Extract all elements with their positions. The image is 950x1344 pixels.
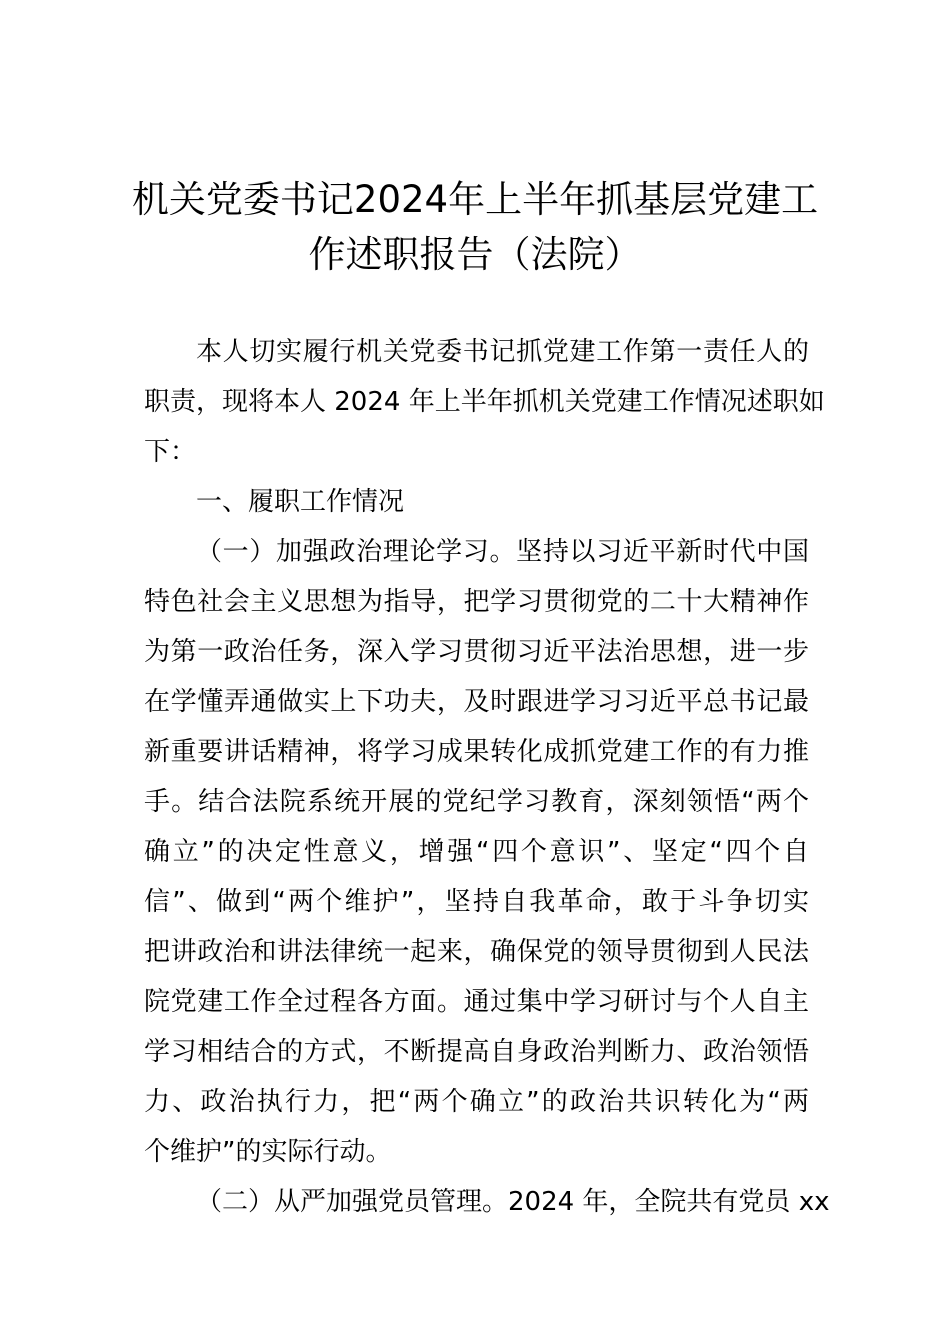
body-line: 一、履职工作情况 [196,487,405,517]
document-body [144,327,830,1227]
body-line: 确立”的决定性意义，增强“四个意识”、坚定“四个自 [144,837,809,867]
body-line: （二）从严加强党员管理。2024 年，全院共有党员 xx [196,1187,830,1217]
body-line: 本人切实履行机关党委书记抓党建工作第一责任人的 [196,337,809,367]
body-line: 信”、做到“两个维护”，坚持自我革命，敢于斗争切实 [144,887,809,917]
title-line-1: 机关党委书记2024年上半年抓基层党建工 [131,178,819,221]
body-line: （一）加强政治理论学习。坚持以习近平新时代中国 [196,537,809,567]
body-line: 手。结合法院系统开展的党纪学习教育，深刻领悟“两个 [144,787,809,817]
body-line: 院党建工作全过程各方面。通过集中学习研讨与个人自主 [144,987,809,1017]
body-line: 下： [144,437,197,467]
body-line: 学习相结合的方式，不断提高自身政治判断力、政治领悟 [144,1037,809,1067]
body-line: 个维护”的实际行动。 [144,1137,392,1167]
body-line: 职责，现将本人 2024 年上半年抓机关党建工作情况述职如 [144,387,825,417]
document-title [120,172,830,282]
body-line: 新重要讲话精神，将学习成果转化成抓党建工作的有力推 [144,737,809,767]
body-line: 把讲政治和讲法律统一起来，确保党的领导贯彻到人民法 [144,937,809,967]
body-line: 力、政治执行力，把“两个确立”的政治共识转化为“两 [144,1087,809,1117]
body-line: 为第一政治任务，深入学习贯彻习近平法治思想，进一步 [144,637,809,667]
body-line: 在学懂弄通做实上下功夫，及时跟进学习习近平总书记最 [144,687,809,717]
title-line-2: 作述职报告（法院） [308,233,642,276]
body-line: 特色社会主义思想为指导，把学习贯彻党的二十大精神作 [144,587,809,617]
